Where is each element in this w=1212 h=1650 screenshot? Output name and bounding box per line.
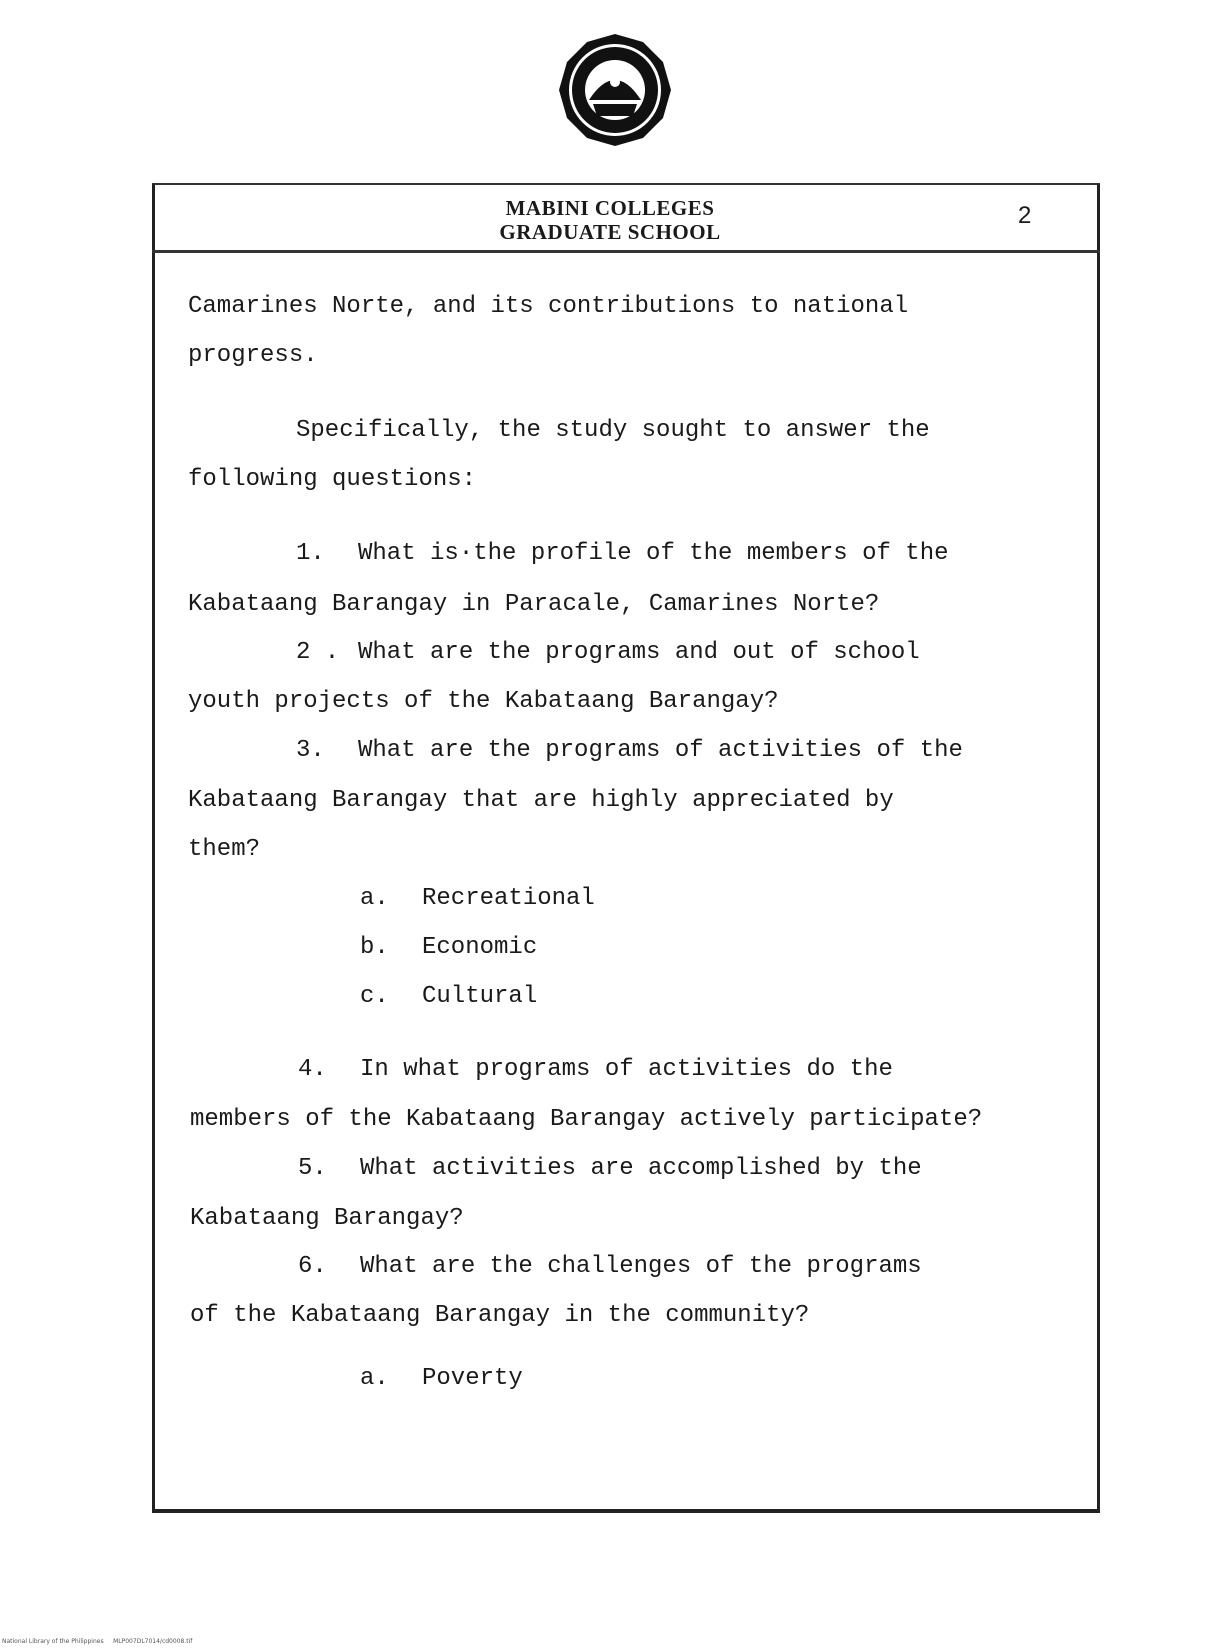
question-text: Kabataang Barangay that are highly appreciated by	[188, 787, 894, 814]
school-name: GRADUATE SCHOOL	[499, 220, 721, 244]
page-header	[420, 196, 800, 244]
question-text: What are the programs of activities of the	[358, 737, 963, 764]
question-number: 1.	[296, 540, 325, 567]
option-letter: a.	[360, 885, 389, 912]
body-line: Camarines Norte, and its contributions to national	[188, 293, 909, 320]
option-letter: a.	[360, 1365, 389, 1392]
option-letter: b.	[360, 934, 389, 961]
header-rule	[152, 250, 1100, 253]
question-number: 6.	[298, 1253, 327, 1280]
page-number: 2	[1018, 202, 1032, 229]
question-text: youth projects of the Kabataang Barangay?	[188, 688, 779, 715]
college-seal-icon	[555, 30, 675, 150]
question-text: Kabataang Barangay in Paracale, Camarines Norte?	[188, 591, 880, 618]
question-text: What are the challenges of the programs	[360, 1253, 922, 1280]
question-number: 5.	[298, 1155, 327, 1182]
question-text: What activities are accomplished by the	[360, 1155, 922, 1182]
question-number: 4.	[298, 1056, 327, 1083]
question-number: 3.	[296, 737, 325, 764]
option-letter: c.	[360, 983, 389, 1010]
question-text: members of the Kabataang Barangay actively participate?	[190, 1106, 983, 1133]
body-line: progress.	[188, 342, 318, 369]
body-line: following questions:	[188, 466, 477, 493]
option-text: Economic	[422, 934, 538, 961]
question-number: 2 .	[296, 639, 340, 666]
question-text: Kabataang Barangay?	[190, 1205, 464, 1232]
institution-name: MABINI COLLEGES	[505, 196, 715, 220]
option-text: Recreational	[422, 885, 595, 912]
option-text: Cultural	[422, 983, 538, 1010]
question-text: What are the programs and out of school	[358, 639, 920, 666]
question-text: What is·the profile of the members of the	[358, 540, 949, 567]
archive-footer-note: National Library of the Philippines MLP007DL7014/cd0008.tif	[2, 1638, 193, 1645]
question-text: In what programs of activities do the	[360, 1056, 893, 1083]
body-line: Specifically, the study sought to answer the	[296, 417, 930, 444]
question-text: them?	[188, 836, 261, 863]
question-text: of the Kabataang Barangay in the community?	[190, 1302, 810, 1329]
option-text: Poverty	[422, 1365, 523, 1392]
